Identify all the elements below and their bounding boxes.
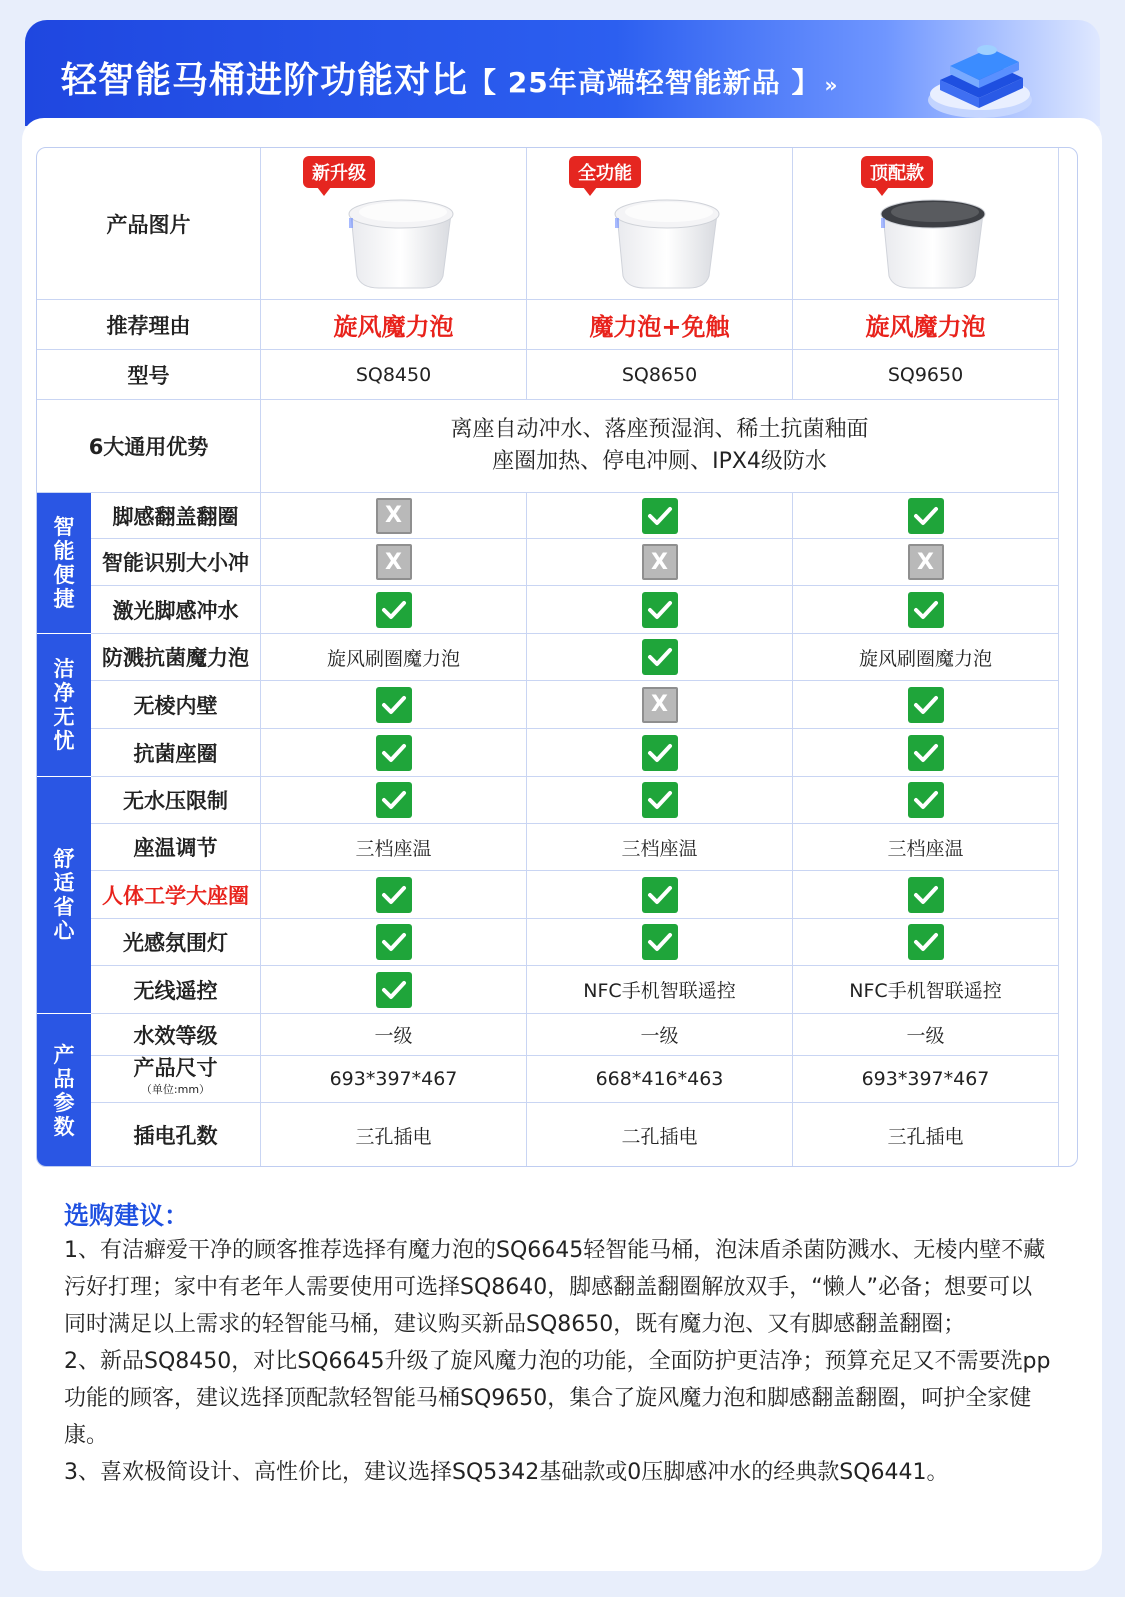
feature-value [261, 586, 527, 634]
category-char: 洁 [53, 657, 75, 681]
check-icon [642, 782, 678, 818]
check-icon [642, 877, 678, 913]
feature-value [261, 919, 527, 966]
advice-body [64, 1232, 1054, 1491]
check-icon [376, 735, 412, 771]
advantages-value [261, 400, 1059, 493]
cross-icon: X [376, 498, 412, 534]
product-image-cell [527, 148, 793, 300]
category-char: 产 [53, 1042, 75, 1067]
feature-value [527, 586, 793, 634]
product-badge: 全功能 [569, 156, 641, 188]
toilet-image [863, 184, 1003, 294]
image-row-label: 产品图片 [37, 148, 261, 300]
advice-paragraph: 2、新品SQ8450，对比SQ6645升级了旋风魔力泡的功能，全面防护更洁净；预算充足又不需要洗pp功能的顾客，建议选择顶配款轻智能马桶SQ9650，集合了旋风魔力泡和脚感翻盖翻圈，呵护全家健康。 [64, 1349, 1051, 1448]
feature-label: 光感氛围灯 [91, 919, 261, 966]
model-row-label: 型号 [37, 350, 261, 400]
page-header [25, 20, 1100, 126]
feature-label: 激光脚感冲水 [91, 586, 261, 634]
feature-value: 一级 [261, 1014, 527, 1056]
feature-value [527, 681, 793, 729]
product-image-cell [793, 148, 1059, 300]
check-icon [642, 735, 678, 771]
feature-label: 插电孔数 [91, 1103, 261, 1167]
feature-value [261, 539, 527, 586]
feature-value [793, 586, 1059, 634]
reason-row-label: 推荐理由 [37, 300, 261, 350]
feature-value [261, 871, 527, 919]
feature-value: 693*397*467 [793, 1056, 1059, 1103]
check-icon [642, 639, 678, 675]
category-char: 智 [53, 515, 75, 539]
books-stack-icon [915, 20, 1055, 126]
feature-value [793, 493, 1059, 539]
check-icon [376, 592, 412, 628]
feature-value: 668*416*463 [527, 1056, 793, 1103]
category-char: 捷 [53, 587, 75, 611]
feature-value: 三档座温 [261, 824, 527, 871]
feature-label: 智能识别大小冲 [91, 539, 261, 586]
unit-note: （单位:mm） [140, 1083, 211, 1096]
feature-value [261, 729, 527, 777]
feature-value [527, 777, 793, 824]
category-char: 适 [53, 871, 75, 895]
toilet-image [331, 184, 471, 294]
feature-label: 脚感翻盖翻圈 [91, 493, 261, 539]
category-char: 省 [53, 895, 75, 919]
category-char: 舒 [53, 847, 75, 871]
category-char: 无 [53, 705, 75, 729]
page-title [61, 52, 838, 103]
feature-value [261, 681, 527, 729]
feature-value [793, 681, 1059, 729]
check-icon [908, 782, 944, 818]
toilet-image [597, 184, 737, 294]
feature-value: 一级 [527, 1014, 793, 1056]
feature-label: 抗菌座圈 [91, 729, 261, 777]
advice-paragraph: 1、有洁癖爱干净的顾客推荐选择有魔力泡的SQ6645轻智能马桶，泡沫盾杀菌防溅水、无棱内壁不藏污好打理；家中有老年人需要使用可选择SQ8640，脚感翻盖翻圈解放双手，“懒人”必备；想要可以同时满足以上需求的轻智能马桶，建议购买新品SQ8650，既有魔力泡、又有脚感翻盖翻圈； [64, 1238, 1046, 1337]
feature-label [91, 1056, 261, 1103]
check-icon [908, 735, 944, 771]
feature-value: 三档座温 [793, 824, 1059, 871]
feature-value: 旋风刷圈魔力泡 [261, 634, 527, 681]
advantages-line: 座圈加热、停电冲厕、IPX4级防水 [492, 449, 827, 474]
check-icon [642, 592, 678, 628]
check-icon [908, 924, 944, 960]
feature-value [527, 919, 793, 966]
advice-paragraph: 3、喜欢极简设计、高性价比，建议选择SQ5342基础款或0压脚感冲水的经典款SQ6441。 [64, 1460, 949, 1485]
category-label [37, 493, 91, 634]
category-char: 忧 [53, 729, 75, 753]
cross-icon: X [908, 544, 944, 580]
feature-value [261, 966, 527, 1014]
check-icon [908, 687, 944, 723]
title-main: 轻智能马桶进阶功能对比 [61, 60, 469, 101]
feature-value: 三孔插电 [793, 1103, 1059, 1167]
category-char: 品 [53, 1066, 75, 1091]
feature-label: 人体工学大座圈 [91, 871, 261, 919]
feature-value [261, 777, 527, 824]
category-char: 便 [53, 563, 75, 587]
cross-icon: X [642, 544, 678, 580]
feature-value [793, 919, 1059, 966]
advice-title: 选购建议： [64, 1201, 190, 1230]
feature-label: 无棱内壁 [91, 681, 261, 729]
feature-value [527, 493, 793, 539]
feature-value [527, 729, 793, 777]
reason-value: 魔力泡+免触 [527, 300, 793, 350]
chevron-right-icon: » [824, 73, 839, 97]
model-value: SQ8650 [527, 350, 793, 400]
product-image-cell [261, 148, 527, 300]
check-icon [376, 782, 412, 818]
feature-label-text: 产品尺寸 [133, 1056, 218, 1080]
feature-value [793, 539, 1059, 586]
check-icon [642, 924, 678, 960]
cross-icon: X [376, 544, 412, 580]
feature-value: 旋风刷圈魔力泡 [793, 634, 1059, 681]
feature-value: 693*397*467 [261, 1056, 527, 1103]
check-icon [376, 972, 412, 1008]
category-label [37, 634, 91, 777]
feature-value: 三孔插电 [261, 1103, 527, 1167]
check-icon [376, 924, 412, 960]
product-badge: 顶配款 [861, 156, 933, 188]
category-char: 能 [53, 539, 75, 563]
check-icon [376, 877, 412, 913]
feature-value [261, 493, 527, 539]
feature-value: 二孔插电 [527, 1103, 793, 1167]
feature-value: NFC手机智联遥控 [793, 966, 1059, 1014]
comparison-table [36, 147, 1078, 1167]
category-char: 数 [53, 1114, 75, 1139]
feature-value [527, 539, 793, 586]
feature-value: 三档座温 [527, 824, 793, 871]
check-icon [908, 592, 944, 628]
category-char: 净 [53, 681, 75, 705]
feature-label: 无水压限制 [91, 777, 261, 824]
reason-value: 旋风魔力泡 [261, 300, 527, 350]
feature-value [793, 729, 1059, 777]
feature-value: 一级 [793, 1014, 1059, 1056]
check-icon [908, 877, 944, 913]
category-char: 心 [53, 919, 75, 943]
feature-value [793, 871, 1059, 919]
model-value: SQ9650 [793, 350, 1059, 400]
category-char: 参 [53, 1090, 75, 1115]
advantages-row-label: 6大通用优势 [37, 400, 261, 493]
feature-label: 座温调节 [91, 824, 261, 871]
check-icon [642, 498, 678, 534]
cross-icon: X [642, 687, 678, 723]
category-label [37, 1014, 91, 1167]
feature-label: 无线遥控 [91, 966, 261, 1014]
feature-value [527, 634, 793, 681]
title-sub: 【 25年高端轻智能新品 】 [468, 66, 821, 99]
category-label [37, 777, 91, 1014]
advantages-line: 离座自动冲水、落座预湿润、稀土抗菌釉面 [450, 417, 869, 442]
check-icon [908, 498, 944, 534]
feature-value [793, 777, 1059, 824]
feature-label: 防溅抗菌魔力泡 [91, 634, 261, 681]
feature-value [527, 871, 793, 919]
feature-value: NFC手机智联遥控 [527, 966, 793, 1014]
model-value: SQ8450 [261, 350, 527, 400]
reason-value: 旋风魔力泡 [793, 300, 1059, 350]
check-icon [376, 687, 412, 723]
feature-label: 水效等级 [91, 1014, 261, 1056]
product-badge: 新升级 [303, 156, 375, 188]
